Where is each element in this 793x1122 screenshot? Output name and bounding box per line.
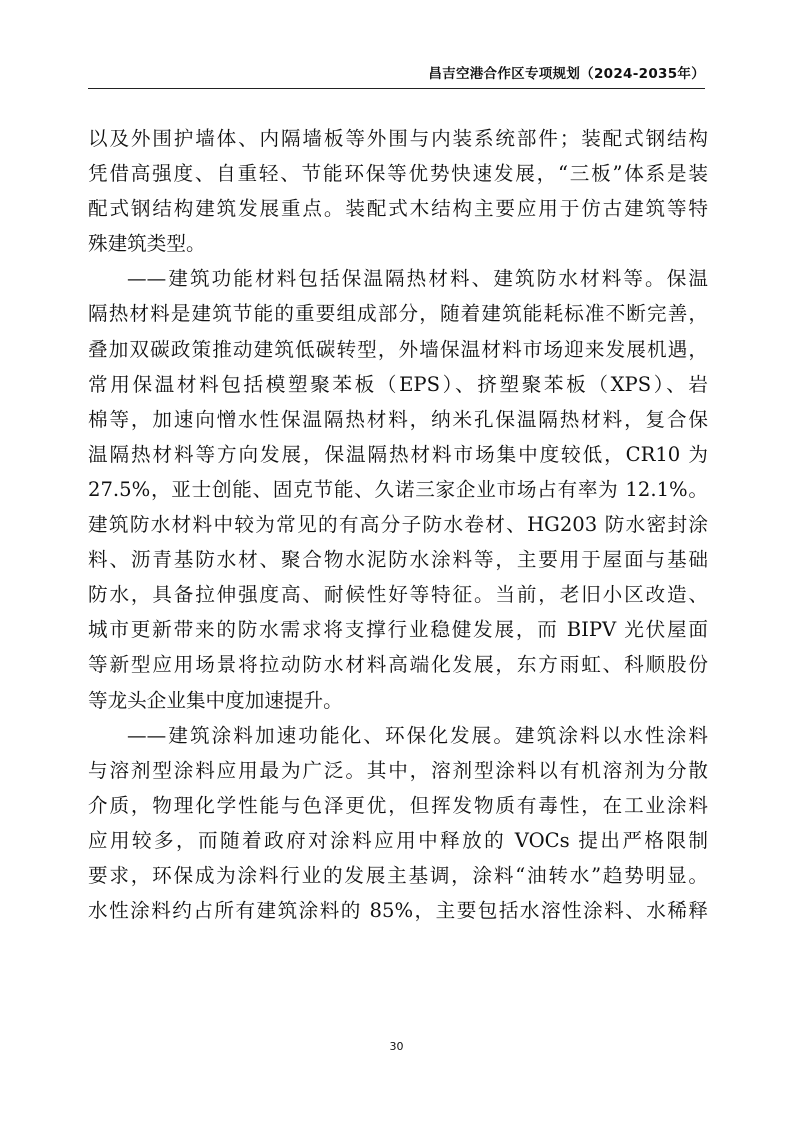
text-line: 常用保温材料包括模塑聚苯板（EPS）、挤塑聚苯板（XPS）、岩 — [88, 372, 708, 396]
text-line: 建筑防水材料中较为常见的有高分子防水卷材、HG203 防水密封涂 — [88, 513, 708, 537]
text-line: 棉等，加速向憎水性保温隔热材料，纳米孔保温隔热材料，复合保 — [88, 407, 708, 431]
text-line: 叠加双碳政策推动建筑低碳转型，外墙保温材料市场迎来发展机遇， — [88, 337, 708, 361]
text-line: 要求，环保成为涂料行业的发展主基调，涂料“油转水”趋势明显。 — [88, 863, 708, 887]
body-text — [88, 121, 708, 928]
text-line: 凭借高强度、自重轻、节能环保等优势快速发展，“三板”体系是装 — [88, 162, 708, 186]
text-line: 与溶剂型涂料应用最为广泛。其中，溶剂型涂料以有机溶剂为分散 — [88, 758, 708, 782]
text-line: 应用较多，而随着政府对涂料应用中释放的 VOCs 提出严格限制 — [88, 828, 708, 852]
text-line: 配式钢结构建筑发展重点。装配式木结构主要应用于仿古建筑等特 — [88, 197, 708, 221]
page-header — [88, 62, 705, 89]
text-line: 防水，具备拉伸强度高、耐候性好等特征。当前，老旧小区改造、 — [88, 583, 708, 607]
paragraph-start-line: ——建筑功能材料包括保温隔热材料、建筑防水材料等。保温 — [127, 267, 708, 291]
paragraph-start-line: ——建筑涂料加速功能化、环保化发展。建筑涂料以水性涂料 — [127, 723, 708, 747]
text-line: 温隔热材料等方向发展，保温隔热材料市场集中度较低，CR10 为 — [88, 442, 708, 466]
text-line: 水性涂料约占所有建筑涂料的 85%，主要包括水溶性涂料、水稀释 — [88, 899, 708, 923]
text-line: 等龙头企业集中度加速提升。 — [88, 688, 343, 712]
text-line: 以及外围护墙体、内隔墙板等外围与内装系统部件；装配式钢结构 — [88, 127, 708, 150]
text-line: 隔热材料是建筑节能的重要组成部分，随着建筑能耗标准不断完善， — [88, 302, 708, 326]
text-line: 殊建筑类型。 — [88, 232, 206, 256]
page-number: 30 — [389, 1040, 404, 1053]
text-line: 27.5%，亚士创能、固克节能、久诺三家企业市场占有率为 12.1%。 — [88, 477, 708, 501]
text-line: 等新型应用场景将拉动防水材料高端化发展，东方雨虹、科顺股份 — [88, 653, 708, 677]
text-line: 介质，物理化学性能与色泽更优，但挥发物质有毒性，在工业涂料 — [88, 793, 708, 817]
text-line: 料、沥青基防水材、聚合物水泥防水涂料等，主要用于屋面与基础 — [88, 548, 708, 572]
header-title: 昌吉空港合作区专项规划（2024-2035年） — [428, 66, 705, 82]
text-line: 城市更新带来的防水需求将支撑行业稳健发展，而 BIPV 光伏屋面 — [88, 618, 708, 642]
